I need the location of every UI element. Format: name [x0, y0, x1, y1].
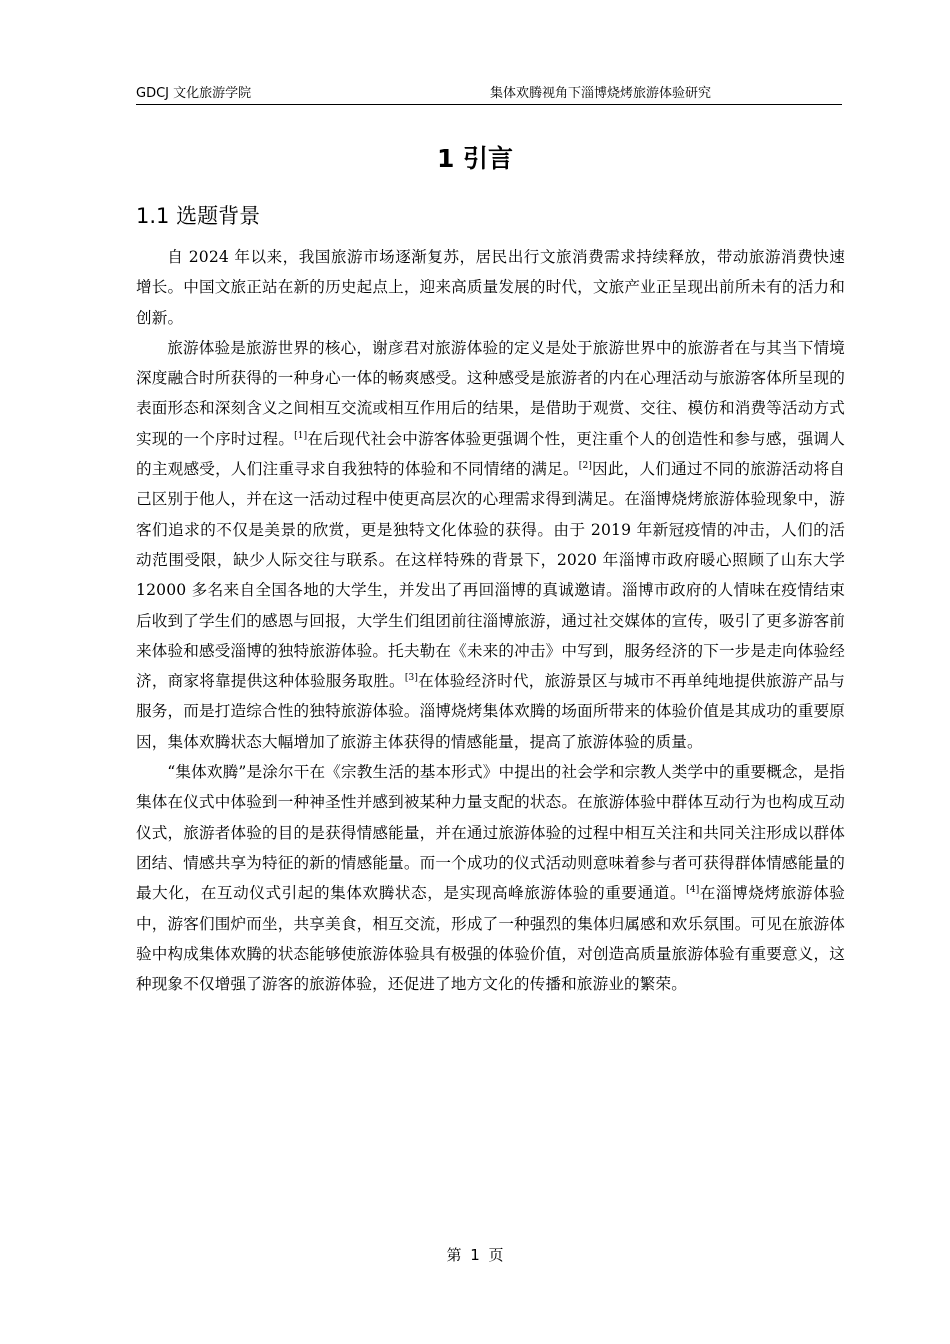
paragraph-2-text: 因此，人们通过不同的旅游活动将自己区别于他人，并在这一活动过程中使更高层次的心理需求得到满足。在淄博烧烤旅游体验现象中，游客们追求的不仅是美景的欣赏，更是独特文化体验的获得。由于 2019 年新冠疫情的冲击，人们的活动范围受限，缺少人际交往与联系。在这样特殊的背景下，2020 年淄博市政府暖心照顾了山东大学 12000 多名来自全国各地的大学生，并发出了再回淄博的真诚邀请。淄博市政府的人情味在疫情结束后收到了学生们的感恩与回报，大学生们组团前往淄博旅游，通过社交媒体的宣传，吸引了更多游客前来体验和感受淄博的独特旅游体验。托夫勒在《未来的冲击》中写到，服务经济的下一步是走向体验经济，商家将靠提供这种体验服务取胜。 — [136, 460, 845, 691]
paragraph-3-text: “集体欢腾”是涂尔干在《宗教生活的基本形式》中提出的社会学和宗教人类学中的重要概念，是指集体在仪式中体验到一种神圣性并感到被某种力量支配的状态。在旅游体验中群体互动行为也构成互动仪式，旅游者体验的目的是获得情感能量，并在通过旅游体验的过程中相互关注和共同关注形成以群体团结、情感共享为特征的新的情感能量。而一个成功的仪式活动则意味着参与者可获得群体情感能量的最大化，在互动仪式引起的集体欢腾状态，是实现高峰旅游体验的重要通道。 — [136, 763, 845, 903]
paragraph-2-text: 在后现代社会中游客体验更强调个性，更注重个人的创造性和参与感，强调人的主观感受，人们注重寻求自我独特的体验和不同情绪的满足。 — [136, 429, 845, 479]
paragraph-3-text: 在淄博烧烤旅游体验中，游客们围炉而坐，共享美食，相互交流，形成了一种强烈的集体归属感和欢乐氛围。可见在旅游体验中构成集体欢腾的状态能够使旅游体验具有极强的体验价值，对创造高质量旅游体验有重要意义，这种现象不仅增强了游客的旅游体验，还促进了地方文化的传播和旅游业的繁荣。 — [136, 884, 845, 994]
paragraph-2 — [136, 333, 845, 757]
header-thesis-title: 集体欢腾视角下淄博烧烤旅游体验研究 — [490, 86, 712, 101]
section-title: 1.1 选题背景 — [136, 204, 261, 228]
citation-4: [4] — [686, 885, 700, 896]
paragraph-1: 自 2024 年以来，我国旅游市场逐渐复苏，居民出行文旅消费需求持续释放，带动旅游消费快速增长。中国文旅正站在新的历史起点上，迎来高质量发展的时代，文旅产业正呈现出前所未有的活力和创新。 — [136, 248, 845, 327]
chapter-title: 1 引言 — [436, 144, 514, 173]
citation-1: [1] — [294, 430, 308, 441]
citation-2: [2] — [578, 461, 592, 472]
running-header — [136, 86, 842, 105]
paragraph-3 — [136, 757, 845, 999]
page-number: 第 1 页 — [446, 1246, 504, 1264]
header-institution: GDCJ 文化旅游学院 — [136, 86, 252, 101]
paragraph-2-text: 旅游体验是旅游世界的核心，谢彦君对旅游体验的定义是处于旅游世界中的旅游者在与其当下情境深度融合时所获得的一种身心一体的畅爽感受。这种感受是旅游者的内在心理活动与旅游客体所呈现的表面形态和深刻含义之间相互交流或相互作用后的结果，是借助于观赏、交往、模仿和消费等活动方式实现的一个序时过程。 — [136, 338, 845, 448]
citation-3: [3] — [404, 673, 419, 684]
body-text — [136, 242, 845, 999]
paragraph-2-text: 在体验经济时代，旅游景区与城市不再单纯地提供旅游产品与服务，而是打造综合性的独特旅游体验。淄博烧烤集体欢腾的场面所带来的体验价值是其成功的重要原因，集体欢腾状态大幅增加了旅游主体获得的情感能量，提高了旅游体验的质量。 — [136, 672, 845, 751]
